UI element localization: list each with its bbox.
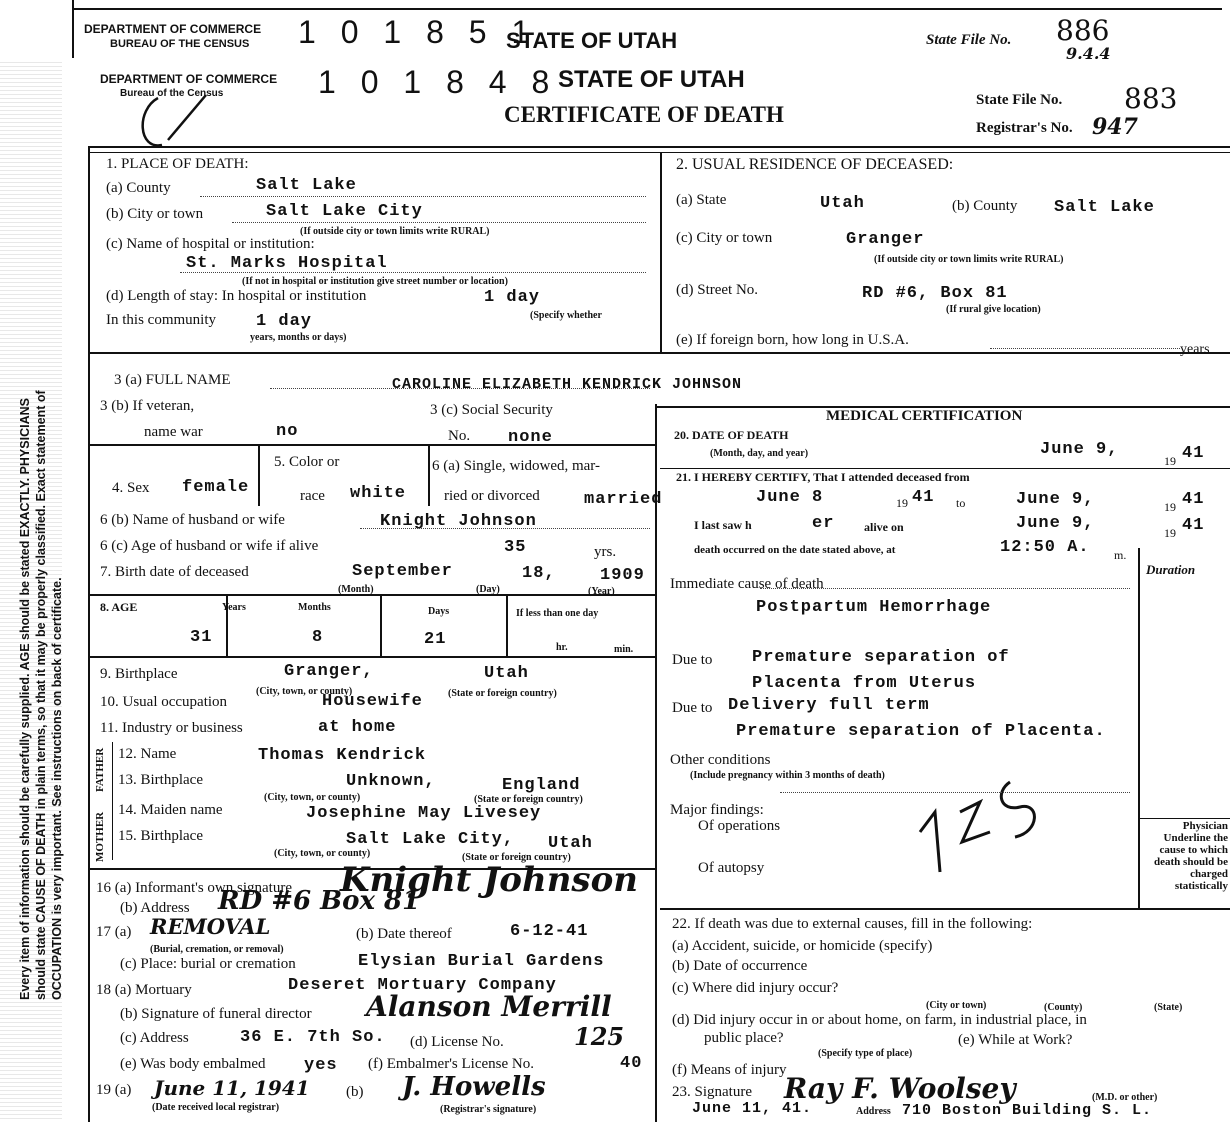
spouse-age-value: 35 xyxy=(504,538,527,557)
age-days-label: Days xyxy=(428,606,450,617)
signature-address: 710 Boston Building S. L. xyxy=(902,1102,1153,1119)
immediate-cause-label: Immediate cause of death xyxy=(670,576,824,592)
certificate-title: CERTIFICATE OF DEATH xyxy=(504,102,784,127)
parents-brace xyxy=(112,742,113,860)
fill-line xyxy=(760,588,1130,589)
external-f: (f) Means of injury xyxy=(672,1062,787,1078)
occupation-value: Housewife xyxy=(322,692,423,711)
embalmed-label: (e) Was body embalmed xyxy=(120,1056,266,1072)
res-foreign-label: (e) If foreign born, how long in U.S.A. xyxy=(676,332,909,348)
last-saw-date: June 9, xyxy=(1016,514,1095,533)
mortuary-label: 18 (a) Mortuary xyxy=(96,982,192,998)
place-header: 1. PLACE OF DEATH: xyxy=(106,156,249,172)
to-label: to xyxy=(956,496,966,510)
birthplace-state: Utah xyxy=(484,664,529,683)
mother-bp-city: Salt Lake City, xyxy=(346,830,515,849)
divider-external xyxy=(660,908,1230,910)
alive-label: alive on xyxy=(864,520,904,534)
fill-line xyxy=(232,222,646,223)
fill-line xyxy=(360,528,650,529)
hospital-label: (c) Name of hospital or institution: xyxy=(106,236,315,252)
hospital-note: (If not in hospital or institution give street number or location) xyxy=(242,276,508,287)
state-file-label: State File No. xyxy=(976,92,1063,108)
burial-value: REMOVAL xyxy=(150,914,271,939)
spouse-value: Knight Johnson xyxy=(380,512,537,531)
frame-top xyxy=(88,146,1230,148)
check-mark-scribble xyxy=(128,90,218,160)
operations-label: Of operations xyxy=(698,818,781,834)
father-label: FATHER xyxy=(94,747,106,792)
external-header: 22. If death was due to external causes, fill in the following: xyxy=(672,916,1033,932)
fill-line xyxy=(200,196,646,197)
back-file-label: State File No. xyxy=(926,32,1012,48)
stay-label: (d) Length of stay: In hospital or institution xyxy=(106,288,367,304)
res-street-note: (If rural give location) xyxy=(946,304,1041,315)
signature-date: June 11, 41. xyxy=(692,1100,813,1117)
race-value: white xyxy=(350,484,407,503)
other-conditions-label: Other conditions xyxy=(670,752,771,768)
medical-header: MEDICAL CERTIFICATION xyxy=(826,408,1023,424)
due-to-1a: Premature separation of xyxy=(752,648,1010,667)
last-saw-er: er xyxy=(812,514,835,533)
age-years-label: Years xyxy=(222,602,246,613)
registrar-no-label: Registrar's No. xyxy=(976,120,1073,136)
state-title: STATE OF UTAH xyxy=(558,66,745,93)
embalmer-license-value: 40 xyxy=(620,1054,643,1073)
attend-yr-pre-1: 19 xyxy=(896,496,908,510)
divider-birthplace xyxy=(88,656,655,658)
informant-signature: Knight Johnson xyxy=(340,860,638,900)
attend-yr-pre-2: 19 xyxy=(1164,500,1176,514)
month-note: (Month) xyxy=(338,584,374,595)
father-name-value: Thomas Kendrick xyxy=(258,746,427,765)
duration-col xyxy=(1138,548,1140,908)
due-to-2-label: Due to xyxy=(672,700,713,716)
full-name-label: 3 (a) FULL NAME xyxy=(114,372,231,388)
full-name-value: CAROLINE ELIZABETH KENDRICK JOHNSON xyxy=(392,376,743,393)
additional-cause: Premature separation of Placenta. xyxy=(736,722,1106,741)
license-value: 125 xyxy=(574,1022,625,1051)
hospital-value: St. Marks Hospital xyxy=(186,254,388,273)
instructions-line-2: should state CAUSE OF DEATH in plain terms, so that it may be properly classified. Exact statement of xyxy=(34,390,48,1000)
marital-value: married xyxy=(584,490,663,509)
dod-note: (Month, day, and year) xyxy=(710,448,809,459)
serial-number: 1 0 1 8 4 8 xyxy=(318,64,558,100)
race-label: race xyxy=(300,488,325,504)
burial-place-value: Elysian Burial Gardens xyxy=(358,952,605,971)
instructions-line-1: Every item of information should be carefully supplied. AGE should be stated EXACTLY. PHYSICIANS xyxy=(18,398,32,1000)
received-date: June 11, 1941 xyxy=(154,1076,310,1100)
residence-header: 2. USUAL RESIDENCE OF DECEASED: xyxy=(676,156,954,173)
autopsy-label: Of autopsy xyxy=(698,860,765,876)
death-time: 12:50 A. xyxy=(1000,538,1090,557)
divider-row-4 xyxy=(88,444,655,446)
m-bp-note-1: (City, town, or county) xyxy=(274,848,371,859)
attend-to-year: 41 xyxy=(1182,490,1205,509)
external-d-note: (Specify type of place) xyxy=(818,1048,913,1059)
external-b: (b) Date of occurrence xyxy=(672,958,808,974)
dod-year: 41 xyxy=(1182,444,1205,463)
min-label: min. xyxy=(614,644,634,655)
hr-label: hr. xyxy=(556,642,568,653)
divider-sex-color xyxy=(258,446,260,506)
yrs-label: yrs. xyxy=(594,544,617,560)
informant-address: RD #6 Box 81 xyxy=(218,886,421,916)
mother-label: MOTHER xyxy=(94,811,106,862)
mother-name-label: 14. Maiden name xyxy=(118,802,223,818)
funeral-director-label: (b) Signature of funeral director xyxy=(120,1006,312,1022)
license-label: (d) License No. xyxy=(410,1034,504,1050)
md-note: (M.D. or other) xyxy=(1092,1092,1158,1103)
frame-top-inner xyxy=(88,152,1230,153)
back-bureau: BUREAU OF THE CENSUS xyxy=(110,38,250,50)
external-e: (e) While at Work? xyxy=(958,1032,1073,1048)
burial-label: 17 (a) xyxy=(96,924,132,940)
specify-note: (Specify whether xyxy=(530,310,602,321)
age-months-label: Months xyxy=(298,602,331,613)
res-street-label: (d) Street No. xyxy=(676,282,759,298)
sex-label: 4. Sex xyxy=(112,480,150,496)
county-value: Salt Lake xyxy=(256,176,357,195)
last-saw-year: 41 xyxy=(1182,516,1205,535)
state-file-number: 883 xyxy=(1124,82,1178,115)
res-city-note: (If outside city or town limits write RURAL) xyxy=(874,254,1064,265)
ext-state-note: (State) xyxy=(1154,1002,1183,1013)
bp-note-2: (State or foreign country) xyxy=(448,688,557,699)
last-yr-pre: 19 xyxy=(1164,526,1176,540)
informant-addr-label: (b) Address xyxy=(120,900,190,916)
father-bp-city: Unknown, xyxy=(346,772,436,791)
funeral-director-signature: Alanson Merrill xyxy=(366,990,612,1023)
external-d2: public place? xyxy=(704,1030,784,1046)
signature-address-label: Address xyxy=(856,1106,891,1117)
due-to-1-label: Due to xyxy=(672,652,713,668)
due-to-2: Delivery full term xyxy=(728,696,930,715)
birthplace-label: 9. Birthplace xyxy=(100,666,178,682)
m-label: m. xyxy=(1114,548,1127,562)
fd-address-value: 36 E. 7th So. xyxy=(240,1028,386,1047)
back-serial: 1 0 1 8 5 1 xyxy=(298,14,538,50)
dod-year-prefix: 19 xyxy=(1164,454,1176,468)
embalmer-license-label: (f) Embalmer's License No. xyxy=(368,1056,534,1072)
war-value: no xyxy=(276,422,299,441)
fill-line xyxy=(180,272,646,273)
res-county-label: (b) County xyxy=(952,198,1018,214)
day-note: (Day) xyxy=(476,584,500,595)
industry-label: 11. Industry or business xyxy=(100,720,243,736)
birth-year: 1909 xyxy=(600,566,645,585)
age-months-value: 8 xyxy=(312,628,324,647)
spouse-label: 6 (b) Name of husband or wife xyxy=(100,512,285,528)
registrar-number: 947 xyxy=(1092,114,1138,140)
burial-place-label: (c) Place: burial or cremation xyxy=(120,956,296,972)
marital-label: 6 (a) Single, widowed, mar- xyxy=(432,458,600,474)
instructions-line-3: OCCUPATION is very important. See instructions on back of certificate. xyxy=(50,577,64,1000)
burial-date-value: 6-12-41 xyxy=(510,922,589,941)
back-reg-no: 9.4.4 xyxy=(1066,44,1111,63)
divider-color-marital xyxy=(428,446,430,506)
industry-value: at home xyxy=(318,718,397,737)
ss-no-label: No. xyxy=(448,428,471,444)
mortuary-value: Deseret Mortuary Company xyxy=(288,976,557,995)
phys-box-top xyxy=(1138,818,1230,819)
community-value: 1 day xyxy=(256,312,313,331)
spouse-age-label: 6 (c) Age of husband or wife if alive xyxy=(100,538,319,554)
war-label: name war xyxy=(144,424,203,440)
specify-note-2: years, months or days) xyxy=(250,332,347,343)
registrar-note: (Registrar's signature) xyxy=(440,1104,537,1115)
external-c: (c) Where did injury occur? xyxy=(672,980,839,996)
less-than-day-label: If less than one day xyxy=(516,608,599,619)
age-days-value: 21 xyxy=(424,630,447,649)
ss-value: none xyxy=(508,428,553,447)
burial-note: (Burial, cremation, or removal) xyxy=(150,944,284,955)
birthplace-city: Granger, xyxy=(284,662,374,681)
bureau-label: Bureau of the Census xyxy=(120,88,224,99)
county-label: (a) County xyxy=(106,180,171,196)
year-note: (Year) xyxy=(588,586,615,597)
father-bp-label: 13. Birthplace xyxy=(118,772,203,788)
m-bp-note-2: (State or foreign country) xyxy=(462,852,571,863)
registrar-signature: J. Howells xyxy=(402,1072,546,1102)
registrar-sig-label: (b) xyxy=(346,1084,364,1100)
birth-date-label: 7. Birth date of deceased xyxy=(100,564,249,580)
burial-date-label: (b) Date thereof xyxy=(356,926,452,942)
mother-bp-label: 15. Birthplace xyxy=(118,828,203,844)
res-street-value: RD #6, Box 81 xyxy=(862,284,1008,303)
external-d: (d) Did injury occur in or about home, on farm, in industrial place, in xyxy=(672,1012,1087,1028)
attend-from-year: 41 xyxy=(912,488,935,507)
embalmed-value: yes xyxy=(304,1056,338,1075)
attend-from: June 8 xyxy=(756,488,824,507)
physician-box-note: Physician Underline the cause to which death should be charged statistically xyxy=(1154,820,1228,892)
age-col-2 xyxy=(380,596,382,656)
dod-value: June 9, xyxy=(1040,440,1119,459)
res-years-label: years xyxy=(1180,342,1210,357)
cert-label: 21. I HEREBY CERTIFY, That I attended deceased from xyxy=(676,470,970,484)
due-to-1b: Placenta from Uterus xyxy=(752,674,977,693)
stay-value: 1 day xyxy=(484,288,541,307)
birth-month: September xyxy=(352,562,453,581)
handwritten-mark xyxy=(900,772,1060,882)
divider-cert xyxy=(660,468,1230,469)
color-label: 5. Color or xyxy=(274,454,340,470)
res-county-value: Salt Lake xyxy=(1054,198,1155,217)
informant-sig-label: 16 (a) Informant's own signature xyxy=(96,880,292,896)
frame-left xyxy=(88,146,90,1122)
res-city-label: (c) City or town xyxy=(676,230,773,246)
last-saw-label: I last saw h xyxy=(694,518,752,532)
fill-line xyxy=(780,792,1130,793)
attend-to: June 9, xyxy=(1016,490,1095,509)
sex-value: female xyxy=(182,478,250,497)
res-state-value: Utah xyxy=(820,194,865,213)
res-city-value: Granger xyxy=(846,230,925,249)
ss-label: 3 (c) Social Security xyxy=(430,402,553,418)
ext-city-note: (City or town) xyxy=(926,1000,987,1011)
city-note: (If outside city or town limits write RURAL) xyxy=(300,226,490,237)
occurred-label: death occurred on the date stated above, at xyxy=(694,544,896,556)
age-col-3 xyxy=(506,596,508,656)
dod-label: 20. DATE OF DEATH xyxy=(674,428,789,442)
marital-label-2: ried or divorced xyxy=(444,488,540,504)
received-label: 19 (a) xyxy=(96,1082,132,1098)
dept-label: DEPARTMENT OF COMMERCE xyxy=(100,72,278,86)
fd-address-label: (c) Address xyxy=(120,1030,189,1046)
divider-medical xyxy=(655,404,657,1122)
occupation-label: 10. Usual occupation xyxy=(100,694,228,710)
physician-signature: Ray F. Woolsey xyxy=(784,1072,1016,1105)
bp-note-1: (City, town, or county) xyxy=(256,686,353,697)
back-dept: DEPARTMENT OF COMMERCE xyxy=(84,22,262,36)
fill-line xyxy=(990,348,1180,349)
other-conditions-note: (Include pregnancy within 3 months of death) xyxy=(690,770,885,781)
res-state-label: (a) State xyxy=(676,192,727,208)
father-bp-country: England xyxy=(502,776,581,795)
back-form-top-rule xyxy=(72,8,1222,10)
f-bp-note-1: (City, town, or county) xyxy=(264,792,361,803)
father-name-label: 12. Name xyxy=(118,746,177,762)
community-label: In this community xyxy=(106,312,216,328)
major-findings-label: Major findings: xyxy=(670,802,764,818)
mother-name-value: Josephine May Livesey xyxy=(306,804,542,823)
duration-label: Duration xyxy=(1146,562,1196,577)
external-a: (a) Accident, suicide, or homicide (specify) xyxy=(672,938,933,954)
birth-day: 18, xyxy=(522,564,556,583)
immediate-cause: Postpartum Hemorrhage xyxy=(756,598,992,617)
signature-label: 23. Signature xyxy=(672,1084,752,1100)
back-file-no: 886 xyxy=(1056,14,1110,47)
divider-row-3 xyxy=(88,352,1230,354)
f-bp-note-2: (State or foreign country) xyxy=(474,794,583,805)
back-state: STATE OF UTAH xyxy=(506,28,678,53)
age-years-value: 31 xyxy=(190,628,213,647)
fill-line xyxy=(270,388,650,389)
divider-1-2 xyxy=(660,152,662,352)
city-value: Salt Lake City xyxy=(266,202,423,221)
age-label: 8. AGE xyxy=(100,600,138,614)
veteran-label: 3 (b) If veteran, xyxy=(100,398,195,414)
ext-county-note: (County) xyxy=(1044,1002,1083,1013)
city-label: (b) City or town xyxy=(106,206,204,222)
mother-bp-state: Utah xyxy=(548,834,593,853)
received-note: (Date received local registrar) xyxy=(152,1102,280,1113)
